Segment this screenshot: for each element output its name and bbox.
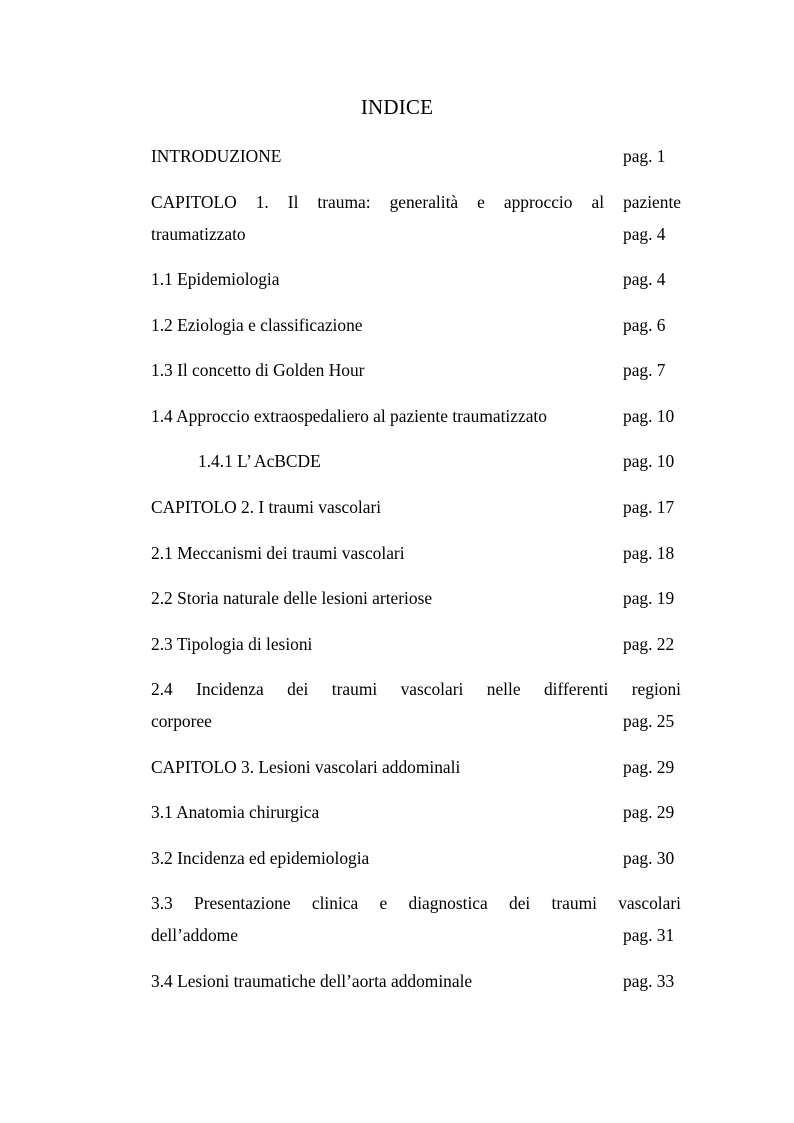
toc-entry-label-line-2: traumatizzato	[151, 224, 246, 244]
toc-entry-label: 2.1 Meccanismi dei traumi vascolari	[151, 543, 405, 563]
page-title: INDICE	[360, 95, 434, 119]
toc-entry-page: pag. 10	[623, 406, 675, 426]
toc-entry-label: CAPITOLO 3. Lesioni vascolari addominali	[151, 757, 461, 777]
toc-entry-label: CAPITOLO 2. I traumi vascolari	[151, 497, 382, 517]
toc-entry-label: INTRODUZIONE	[151, 146, 282, 166]
toc-entry-label: 1.1 Epidemiologia	[151, 269, 280, 289]
toc-entry-page: pag. 17	[623, 497, 675, 517]
toc-entry-page: pag. 29	[623, 757, 675, 777]
toc-entry-label: 2.2 Storia naturale delle lesioni arteriose	[151, 588, 433, 608]
toc-entry-label-line-1: CAPITOLO 1. Il trauma: generalità e approccio al paziente	[151, 192, 681, 212]
toc-entry-page: pag. 33	[623, 971, 675, 991]
toc-entry-label: 1.3 Il concetto di Golden Hour	[151, 360, 365, 380]
toc-entry-page: pag. 18	[623, 543, 675, 563]
toc-entry-label: 3.1 Anatomia chirurgica	[151, 802, 320, 822]
toc-entry-label: 3.2 Incidenza ed epidemiologia	[151, 848, 370, 868]
toc-entry-label-line-2: dell’addome	[151, 925, 238, 945]
toc-entry-page: pag. 22	[623, 634, 675, 654]
toc-entry-label: 1.4.1 L’ AcBCDE	[198, 451, 321, 471]
toc-entry-page: pag. 30	[623, 848, 675, 868]
toc-entry-label-line-2: corporee	[151, 711, 212, 731]
toc-entry-label: 3.4 Lesioni traumatiche dell’aorta addominale	[151, 971, 473, 991]
toc-entry-label: 1.2 Eziologia e classificazione	[151, 315, 363, 335]
toc-entry-page: pag. 7	[623, 360, 666, 380]
toc-entry-page: pag. 6	[623, 315, 666, 335]
toc-entry-label-line-1: 3.3 Presentazione clinica e diagnostica dei traumi vascolari	[151, 893, 681, 913]
toc-entry-page: pag. 25	[623, 711, 675, 731]
toc-entry-label: 2.3 Tipologia di lesioni	[151, 634, 313, 654]
toc-entry-page: pag. 4	[623, 224, 666, 244]
toc-entry-page: pag. 19	[623, 588, 675, 608]
toc-entry-page: pag. 29	[623, 802, 675, 822]
toc-entry-page: pag. 4	[623, 269, 666, 289]
toc-entry-page: pag. 10	[623, 451, 675, 471]
toc-entry-page: pag. 31	[623, 925, 675, 945]
toc-entry-label-line-1: 2.4 Incidenza dei traumi vascolari nelle differenti regioni	[151, 679, 681, 699]
toc-entry-label: 1.4 Approccio extraospedaliero al paziente traumatizzato	[151, 406, 547, 426]
toc-entry-page: pag. 1	[623, 146, 666, 166]
